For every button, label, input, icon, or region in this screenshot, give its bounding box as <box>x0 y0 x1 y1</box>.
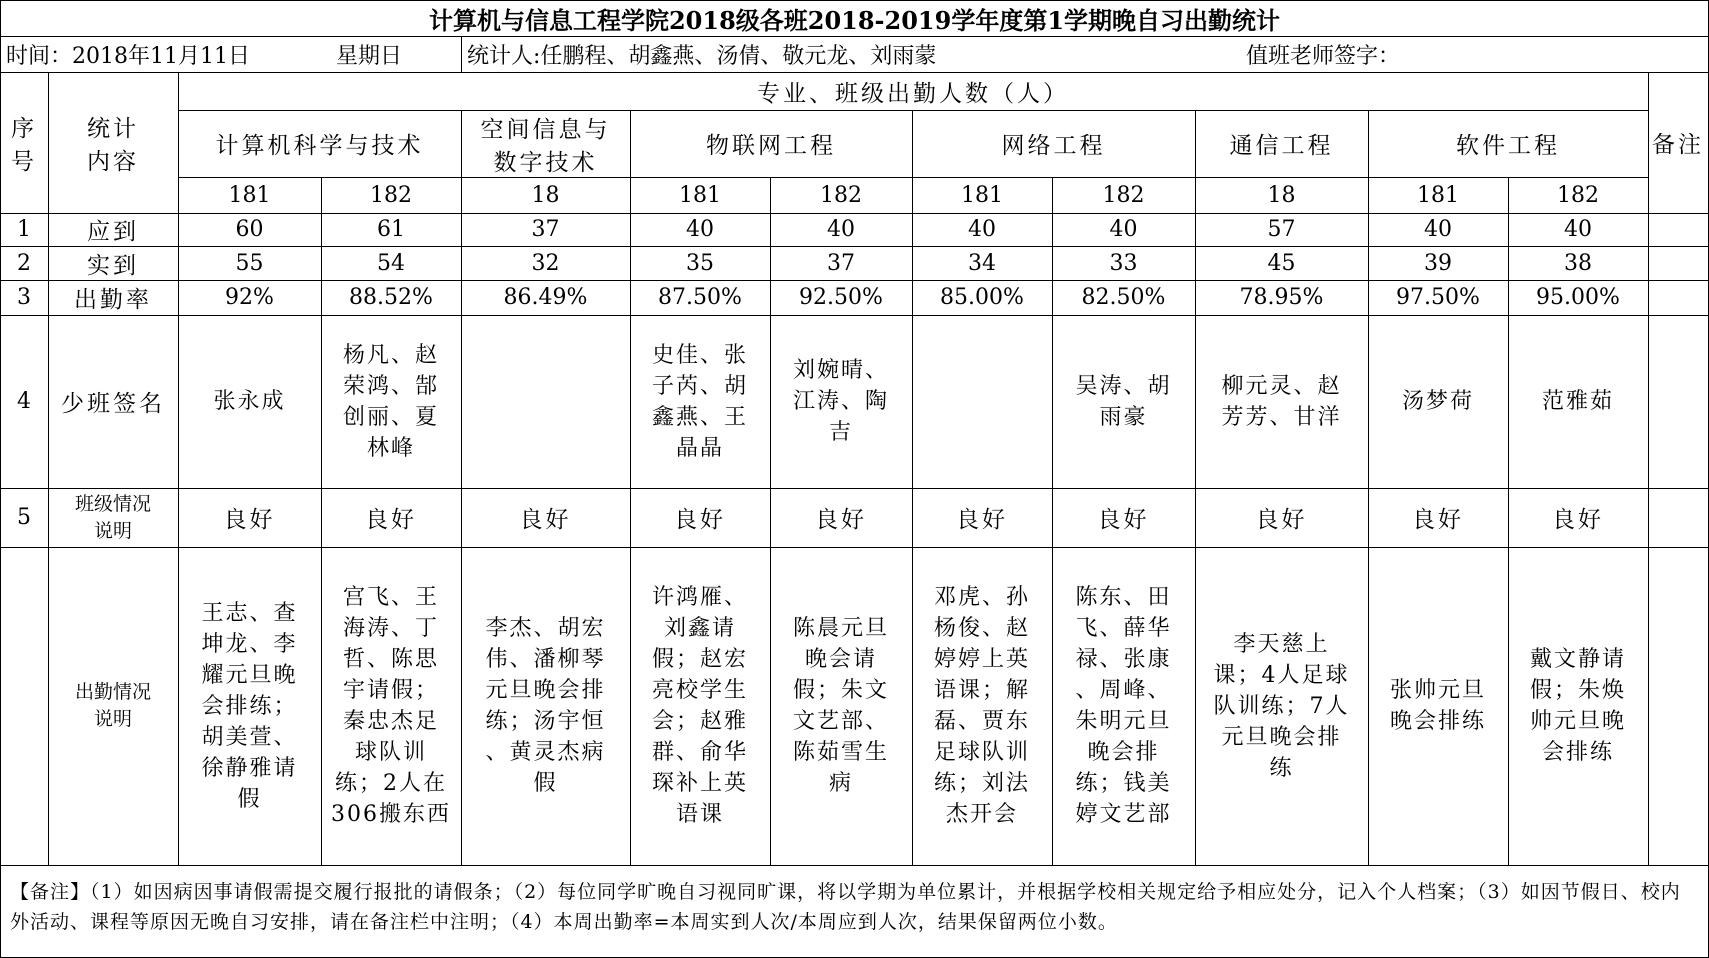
data-cell-text: 57 <box>1267 217 1296 242</box>
remarks-cell <box>1648 246 1708 280</box>
data-cell <box>1052 280 1195 315</box>
grid-hline <box>0 72 1709 73</box>
data-cell <box>1195 547 1368 865</box>
info-date-text: 时间：2018年11月11日 <box>6 43 250 69</box>
class-number-text: 181 <box>961 182 1003 208</box>
info-weekday <box>330 36 461 72</box>
data-cell <box>630 315 770 488</box>
data-cell-text: 杨凡、赵 荣鸿、郜 创丽、夏 林峰 <box>342 342 439 461</box>
class-number-text: 181 <box>1417 182 1459 208</box>
data-cell <box>1508 246 1648 280</box>
data-cell-text: 38 <box>1564 250 1592 276</box>
data-cell-text: 张永成 <box>213 389 286 414</box>
row-seq-text: 1 <box>17 217 31 242</box>
major-2-text: 物联网工程 <box>706 133 836 159</box>
data-cell <box>321 213 461 246</box>
row-label <box>48 213 178 246</box>
row-label <box>48 280 178 315</box>
class-number <box>178 177 321 213</box>
row-label <box>48 246 178 280</box>
data-cell-text: 宫飞、王 海涛、丁 哲、陈思 宇请假； 秦忠杰足 球队训 练；2人在 306搬东西 <box>331 585 451 827</box>
info-stats-by <box>461 36 1240 72</box>
data-cell <box>1368 547 1508 865</box>
class-number <box>770 177 912 213</box>
class-number <box>1508 177 1648 213</box>
data-cell-text: 王志、查 坤龙、李 耀元旦晚 会排练； 胡美萱、 徐静雅请 假 <box>201 600 298 812</box>
row-label-text: 出勤率 <box>74 287 152 313</box>
data-cell-text: 88.52% <box>349 285 433 310</box>
row-seq <box>0 315 48 488</box>
data-cell-text: 37 <box>827 250 855 276</box>
data-cell-text: 李杰、胡宏 伟、潘柳琴 元旦晚会排 练；汤宇恒 、黄灵杰病 假 <box>485 616 606 796</box>
data-cell <box>1508 488 1648 547</box>
data-cell-text: 良好 <box>519 507 572 533</box>
header-group-text: 专业、班级出勤人数（人） <box>757 80 1069 107</box>
sheet-title-text: 计算机与信息工程学院2018级各班2018-2019学年度第1学期晚自习出勤统计 <box>428 5 1281 35</box>
data-cell <box>1368 213 1508 246</box>
remarks-cell <box>1648 488 1708 547</box>
class-number <box>1368 177 1508 213</box>
border-left <box>0 0 1 958</box>
grid-hline <box>0 315 1709 316</box>
data-cell-text: 34 <box>968 250 996 276</box>
data-cell <box>461 488 630 547</box>
row-label-text: 少班签名 <box>61 391 165 417</box>
footnote-text: 【备注】（1）如因病因事请假需提交履行报批的请假条；（2）每位同学旷晚自习视同旷课，将以学期为单位累计，并根据学校相关规定给予相应处分，记入个人档案；（3）如因节假日、校内外活动、课程等原因无晚自习安排，请在备注栏中注明；（4）本周出勤率=本周实到人次/本周应到人次，结果保留两位小数。 <box>10 881 1681 933</box>
data-cell-text: 良好 <box>365 507 417 533</box>
data-cell <box>912 488 1052 547</box>
data-cell <box>1508 280 1648 315</box>
data-cell-text: 张帅元旦 晚会排练 <box>1389 678 1486 734</box>
data-cell-text: 54 <box>377 250 405 276</box>
major-1 <box>461 110 630 177</box>
data-cell-text: 史佳、张 子芮、胡 鑫燕、王 晶晶 <box>651 342 748 461</box>
row-seq-text: 2 <box>17 250 31 276</box>
data-cell-text: 37 <box>531 217 560 242</box>
remarks-cell <box>1648 315 1708 488</box>
data-cell <box>321 280 461 315</box>
class-number <box>912 177 1052 213</box>
data-cell <box>461 280 630 315</box>
data-cell <box>770 213 912 246</box>
info-weekday-text: 星期日 <box>336 43 403 69</box>
major-3-text: 网络工程 <box>1001 133 1106 159</box>
data-cell-text: 良好 <box>1412 507 1464 533</box>
data-cell-text: 良好 <box>674 507 726 533</box>
major-5-text: 软件工程 <box>1456 133 1560 159</box>
data-cell <box>630 280 770 315</box>
data-cell <box>912 246 1052 280</box>
class-number <box>461 177 630 213</box>
header-group <box>178 72 1648 110</box>
class-number <box>1195 177 1368 213</box>
row-label <box>48 547 178 865</box>
grid-hline <box>0 280 1709 281</box>
row-seq-text: 4 <box>17 389 31 414</box>
remarks-cell <box>1648 280 1708 315</box>
footnote <box>0 865 1709 958</box>
data-cell <box>1368 315 1508 488</box>
grid-vline <box>1052 177 1053 865</box>
data-cell-text: 97.50% <box>1396 285 1480 310</box>
data-cell <box>461 547 630 865</box>
class-number-text: 18 <box>1267 182 1296 208</box>
row-seq <box>0 246 48 280</box>
data-cell <box>178 488 321 547</box>
grid-hline <box>178 110 1648 111</box>
data-cell-text: 良好 <box>1552 507 1604 533</box>
data-cell-text: 40 <box>686 217 714 242</box>
major-3 <box>912 110 1195 177</box>
data-cell <box>1052 547 1195 865</box>
data-cell-text: 40 <box>968 217 996 242</box>
data-cell-text: 良好 <box>1097 507 1150 533</box>
sheet-title <box>0 0 1709 36</box>
row-seq <box>0 547 48 865</box>
data-cell <box>1508 315 1648 488</box>
data-cell <box>1052 488 1195 547</box>
data-cell <box>461 246 630 280</box>
data-cell <box>912 213 1052 246</box>
data-cell-text: 92.50% <box>799 285 883 310</box>
data-cell <box>1052 213 1195 246</box>
major-2 <box>630 110 912 177</box>
border-top <box>0 0 1709 1</box>
data-cell <box>770 246 912 280</box>
data-cell <box>321 315 461 488</box>
data-cell-text: 92% <box>225 285 274 310</box>
data-cell <box>321 488 461 547</box>
data-cell <box>1508 547 1648 865</box>
data-cell <box>1195 315 1368 488</box>
grid-vline <box>912 110 913 865</box>
data-cell <box>630 547 770 865</box>
row-label-text: 应到 <box>87 219 139 245</box>
row-label-text: 出勤情况 说明 <box>74 681 151 730</box>
data-cell-text: 戴文静请 假；朱焕 帅元旦晚 会排练 <box>1529 647 1626 765</box>
class-number-text: 182 <box>820 182 862 208</box>
grid-hline <box>0 246 1709 247</box>
header-content-text: 统计 内容 <box>87 115 139 175</box>
data-cell <box>1368 246 1508 280</box>
data-cell <box>1368 280 1508 315</box>
header-content <box>48 72 178 213</box>
data-cell <box>770 488 912 547</box>
major-0 <box>178 110 461 177</box>
data-cell <box>461 213 630 246</box>
data-cell <box>630 246 770 280</box>
data-cell-text: 60 <box>235 217 264 242</box>
data-cell-text: 良好 <box>223 507 276 533</box>
data-cell-text: 许鸿雁、 刘鑫请 假；赵宏 亮校学生 会；赵雅 群、俞华 琛补上英 语课 <box>651 585 748 827</box>
info-date <box>0 36 330 72</box>
data-cell-text: 40 <box>1109 217 1138 242</box>
data-cell-text: 87.50% <box>658 285 742 310</box>
row-seq <box>0 213 48 246</box>
data-cell-text: 柳元灵、赵 芳芳、甘洋 <box>1221 373 1342 430</box>
data-cell-text: 35 <box>686 250 714 276</box>
data-cell-text: 吴涛、胡 雨豪 <box>1075 373 1172 430</box>
header-remarks <box>1648 72 1708 213</box>
data-cell <box>321 547 461 865</box>
data-cell-text: 85.00% <box>940 285 1024 310</box>
grid-vline <box>48 72 49 865</box>
data-cell <box>1368 488 1508 547</box>
data-cell-text: 良好 <box>1255 507 1308 533</box>
data-cell <box>770 547 912 865</box>
class-number-text: 182 <box>1557 182 1599 208</box>
grid-vline <box>1648 72 1649 865</box>
data-cell <box>1195 246 1368 280</box>
row-label-text: 班级情况 说明 <box>74 492 151 542</box>
grid-vline <box>630 110 631 865</box>
data-cell-text: 邓虎、孙 杨俊、赵 婷婷上英 语课；解 磊、贾东 足球队训 练；刘法 杰开会 <box>933 585 1030 827</box>
data-cell-text: 40 <box>827 217 855 242</box>
data-cell-text: 汤梦荷 <box>1401 389 1474 414</box>
grid-hline <box>0 547 1709 548</box>
grid-hline <box>0 488 1709 489</box>
data-cell <box>1195 488 1368 547</box>
data-cell <box>178 280 321 315</box>
row-seq <box>0 488 48 547</box>
data-cell-text: 55 <box>235 250 264 276</box>
data-cell <box>630 213 770 246</box>
major-4-text: 通信工程 <box>1229 133 1334 159</box>
data-cell <box>178 246 321 280</box>
class-number-text: 181 <box>679 182 721 208</box>
data-cell-text: 良好 <box>956 507 1008 533</box>
class-number-text: 182 <box>1102 182 1145 208</box>
grid-vline <box>1195 110 1196 865</box>
grid-hline <box>0 213 1709 214</box>
data-cell <box>1195 213 1368 246</box>
info-teacher-sign[interactable] <box>1240 36 1709 72</box>
data-cell <box>770 315 912 488</box>
grid-vline <box>1368 110 1369 865</box>
data-cell <box>630 488 770 547</box>
class-number <box>630 177 770 213</box>
class-number-text: 182 <box>370 182 412 208</box>
grid-vline <box>321 177 322 865</box>
class-number <box>321 177 461 213</box>
major-1-text: 空间信息与 数字技术 <box>480 116 611 176</box>
grid-hline <box>0 36 1709 37</box>
data-cell <box>178 213 321 246</box>
major-0-text: 计算机科学与技术 <box>215 133 424 159</box>
data-cell-text: 33 <box>1109 250 1138 276</box>
data-cell-text: 范雅茹 <box>1541 389 1614 414</box>
data-cell-text: 陈东、田 飞、薛华 禄、张康 、周峰、 朱明元旦 晚会排 练；钱美 婷文艺部 <box>1075 585 1172 827</box>
grid-vline <box>178 72 179 865</box>
data-cell <box>1052 246 1195 280</box>
data-cell-text: 78.95% <box>1239 285 1324 310</box>
class-number <box>1052 177 1195 213</box>
data-cell <box>912 315 1052 488</box>
data-cell-text: 李天慈上 课；4人足球 队训练；7人 元旦晚会排 练 <box>1213 631 1350 781</box>
grid-vline <box>770 177 771 865</box>
data-cell <box>1195 280 1368 315</box>
data-cell-text: 陈晨元旦 晚会请 假；朱文 文艺部、 陈茹雪生 病 <box>792 616 889 796</box>
row-seq <box>0 280 48 315</box>
data-cell-text: 40 <box>1424 217 1452 242</box>
grid-vline <box>1508 177 1509 865</box>
grid-hline <box>0 865 1709 866</box>
header-remarks-text: 备注 <box>1652 132 1704 158</box>
header-seq-text: 序号 <box>11 115 37 175</box>
info-stats-by-text: 统计人:任鹏程、胡鑫燕、汤倩、敬元龙、刘雨蒙 <box>467 43 937 69</box>
data-cell-text: 45 <box>1267 250 1296 276</box>
data-cell-text: 良好 <box>815 507 867 533</box>
data-cell <box>912 547 1052 865</box>
major-4 <box>1195 110 1368 177</box>
data-cell <box>912 280 1052 315</box>
data-cell-text: 82.50% <box>1081 285 1166 310</box>
row-label-text: 实到 <box>87 252 139 279</box>
row-label <box>48 315 178 488</box>
remarks-cell <box>1648 213 1708 246</box>
data-cell-text: 32 <box>531 250 560 276</box>
data-cell-text: 61 <box>377 217 405 242</box>
data-cell <box>321 246 461 280</box>
data-cell <box>1508 213 1648 246</box>
grid-hline <box>178 177 1648 178</box>
data-cell-text: 95.00% <box>1536 285 1620 310</box>
class-number-text: 18 <box>531 182 560 208</box>
data-cell-text: 刘婉晴、 江涛、陶 吉 <box>792 358 889 445</box>
data-cell <box>461 315 630 488</box>
data-cell <box>770 280 912 315</box>
row-seq-text: 5 <box>17 505 31 530</box>
grid-vline <box>461 36 462 72</box>
class-number-text: 181 <box>228 182 271 208</box>
data-cell <box>178 315 321 488</box>
row-label <box>48 488 178 547</box>
data-cell-text: 40 <box>1564 217 1592 242</box>
major-5 <box>1368 110 1648 177</box>
header-seq <box>0 72 48 213</box>
data-cell-text: 86.49% <box>503 285 588 310</box>
remarks-cell <box>1648 547 1708 865</box>
data-cell <box>1052 315 1195 488</box>
data-cell-text: 39 <box>1424 250 1452 276</box>
grid-vline <box>461 110 462 865</box>
row-seq-text: 3 <box>17 285 31 310</box>
data-cell <box>178 547 321 865</box>
info-teacher-sign-text: 值班老师签字： <box>1246 43 1401 69</box>
